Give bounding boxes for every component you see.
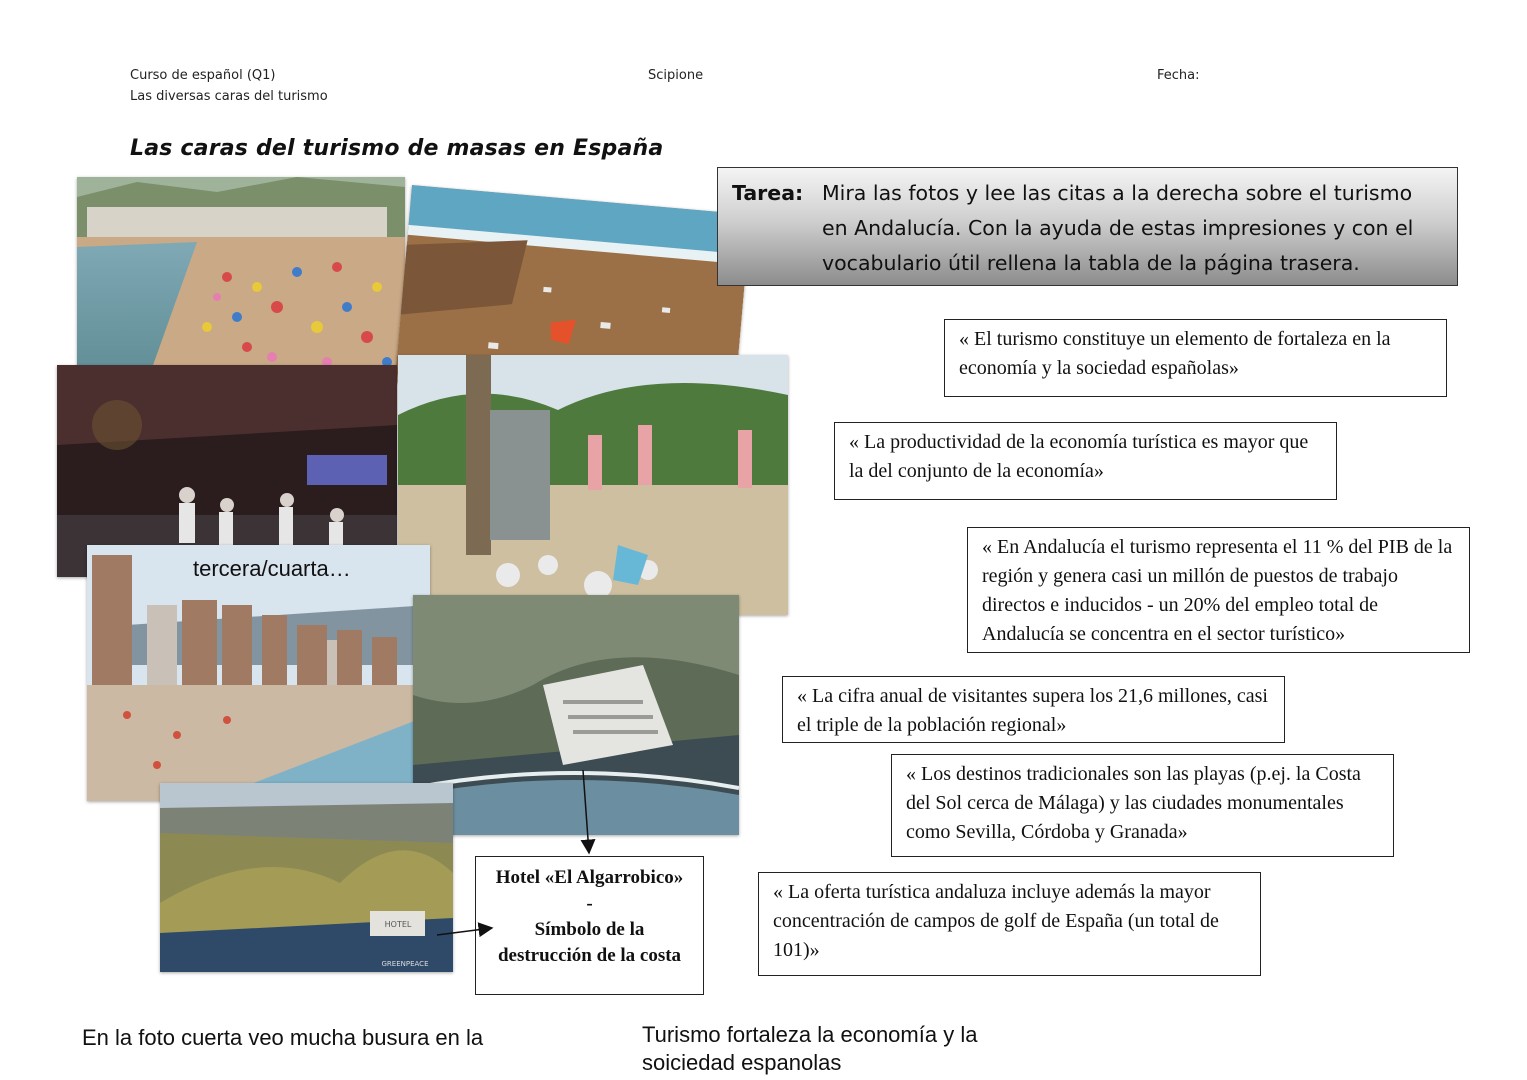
arrow-down-to-caption: [583, 770, 589, 853]
student-name: Scipione: [648, 68, 704, 83]
hotel-name: Hotel «El Algarrobico»: [495, 867, 684, 888]
arrow-right-to-caption: [437, 928, 492, 935]
task-box: [717, 167, 1458, 286]
student-note-right-line1: Turismo fortaleza la economía y la: [642, 1022, 978, 1047]
quote-box: « En Andalucía el turismo representa el 11 % del PIB de la región y genera casi un millón de puestos de trabajo directos e inducidos - un 20% del empleo total de Andalucía se concentra en el sector turístico»: [967, 527, 1470, 653]
quote-box: « El turismo constituye un elemento de fortaleza en la economía y la sociedad españolas»: [944, 319, 1447, 397]
course-label: Curso de español (Q1): [130, 68, 276, 83]
student-note-left: En la foto cuerta veo mucha busura en la: [82, 1025, 484, 1050]
quote-box: « Los destinos tradicionales son las playas (p.ej. la Costa del Sol cerca de Málaga) y las ciudades monumentales como Sevilla, Córdoba y Granada»: [891, 754, 1394, 857]
quote-box: « La productividad de la economía turística es mayor que la del conjunto de la economía»: [834, 422, 1337, 500]
hotel-symbol-line: Símbolo de la: [534, 919, 645, 940]
date-label: Fecha:: [1157, 68, 1200, 83]
hotel-sign-text: HOTEL: [384, 920, 412, 929]
page-title: Las caras del turismo de masas en España: [130, 136, 664, 161]
course-subtitle: Las diversas caras del turismo: [130, 89, 328, 104]
quote-box: « La cifra anual de visitantes supera los 21,6 millones, casi el triple de la población regional»: [782, 676, 1285, 743]
student-note-right-line2: soiciedad espanolas: [642, 1050, 842, 1075]
photo-order-label: tercera/cuarta…: [193, 556, 351, 581]
hotel-dash: -: [586, 893, 593, 914]
photo-credit-text: GREENPEACE: [381, 960, 429, 968]
hotel-destruction-line: destrucción de la costa: [497, 945, 682, 966]
task-label: Tarea:: [732, 181, 804, 205]
quote-box: « La oferta turística andaluza incluye además la mayor concentración de campos de golf de España (un total de 101)»: [758, 872, 1261, 976]
task-text: Mira las fotos y lee las citas a la derecha sobre el turismo en Andalucía. Con la ayuda de estas impresiones y con el vocabulario útil rellena la tabla de la página trasera.: [822, 181, 1414, 275]
